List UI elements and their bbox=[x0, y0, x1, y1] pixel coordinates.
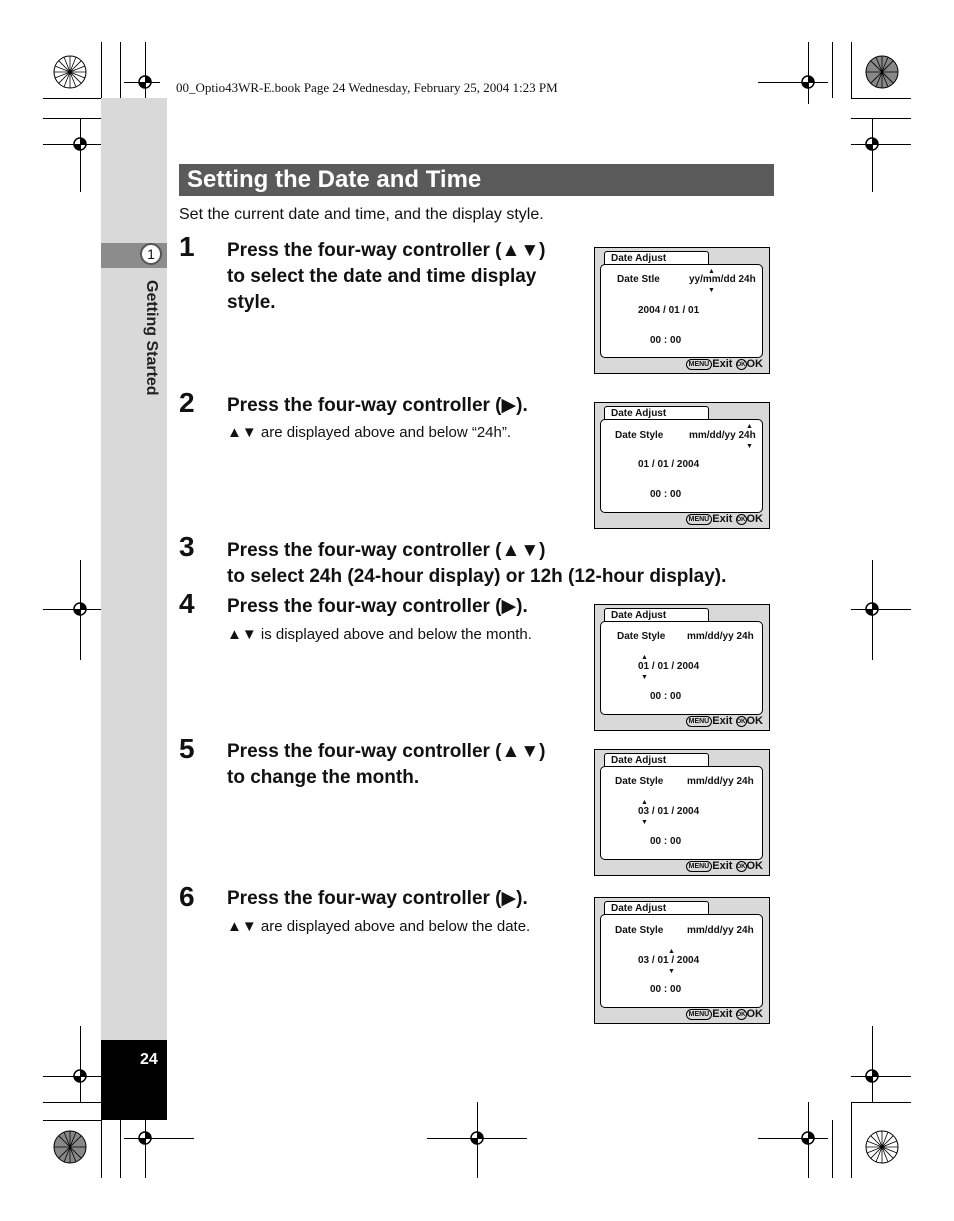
lcd-footer: MENU Exit OKOK bbox=[686, 513, 763, 525]
step-title: Press the four-way controller (▶). bbox=[227, 395, 528, 416]
step-title: Press the four-way controller (▶). bbox=[227, 596, 528, 617]
lcd-tab: Date Adjust bbox=[604, 901, 709, 915]
ok-button-icon: OK bbox=[736, 514, 747, 525]
menu-button-icon: MENU bbox=[686, 359, 713, 370]
lcd-style-label: Date Style bbox=[615, 430, 664, 441]
lcd-style-value: yy/mm/dd 24h bbox=[689, 274, 756, 285]
camera-lcd-screen bbox=[594, 402, 770, 529]
up-arrow-icon: ▲ bbox=[641, 654, 648, 661]
print-header: 00_Optio43WR-E.book Page 24 Wednesday, February 25, 2004 1:23 PM bbox=[176, 80, 558, 95]
step-number: 2 bbox=[179, 387, 195, 418]
step-description: ▲▼ are displayed above and below “24h”. bbox=[227, 424, 512, 441]
lcd-tab: Date Adjust bbox=[604, 608, 709, 622]
lcd-date: 01 / 01 / 2004 bbox=[638, 459, 700, 470]
section-intro: Set the current date and time, and the display style. bbox=[179, 206, 544, 223]
camera-lcd-screen bbox=[594, 749, 770, 876]
step-title: Press the four-way controller (▲▼) to change the month. bbox=[227, 741, 546, 788]
lcd-date: 03 / 01 / 2004 bbox=[638, 955, 700, 966]
lcd-footer: MENU Exit OKOK bbox=[686, 715, 763, 727]
chapter-number: 1 bbox=[140, 243, 162, 265]
step-number: 4 bbox=[179, 588, 195, 619]
lcd-style-label: Date Style bbox=[615, 776, 664, 787]
page-number: 24 bbox=[140, 1051, 158, 1068]
lcd-style-value: mm/dd/yy 24h bbox=[689, 430, 756, 441]
down-arrow-icon: ▼ bbox=[641, 819, 648, 826]
up-arrow-icon: ▲ bbox=[708, 268, 715, 275]
ok-button-icon: OK bbox=[736, 861, 747, 872]
lcd-tab: Date Adjust bbox=[604, 406, 709, 420]
lcd-time: 00 : 00 bbox=[650, 836, 682, 847]
lcd-time: 00 : 00 bbox=[650, 691, 682, 702]
lcd-time: 00 : 00 bbox=[650, 984, 682, 995]
sidebar-strip bbox=[101, 98, 167, 1040]
step-title: Press the four-way controller (▶). bbox=[227, 888, 528, 909]
lcd-style-value: mm/dd/yy 24h bbox=[687, 631, 754, 642]
menu-button-icon: MENU bbox=[686, 514, 713, 525]
up-arrow-icon: ▲ bbox=[668, 948, 675, 955]
menu-button-icon: MENU bbox=[686, 716, 713, 727]
step-number: 1 bbox=[179, 231, 195, 262]
step-title: Press the four-way controller (▲▼) to select 24h (24-hour display) or 12h (12-hour display). bbox=[227, 540, 727, 587]
down-arrow-icon: ▼ bbox=[708, 287, 715, 294]
lcd-footer: MENU Exit OKOK bbox=[686, 358, 763, 370]
lcd-date: 01 / 01 / 2004 bbox=[638, 661, 700, 672]
color-rosette-icon bbox=[53, 55, 87, 89]
chapter-label: Getting Started bbox=[143, 280, 160, 396]
lcd-style-value: mm/dd/yy 24h bbox=[687, 925, 754, 936]
lcd-date: 2004 / 01 / 01 bbox=[638, 305, 700, 316]
lcd-time: 00 : 00 bbox=[650, 489, 682, 500]
camera-lcd-screen bbox=[594, 247, 770, 374]
step-number: 6 bbox=[179, 881, 195, 912]
step-number: 3 bbox=[179, 531, 195, 562]
color-rosette-icon bbox=[53, 1130, 87, 1164]
step-description: ▲▼ are displayed above and below the date. bbox=[227, 918, 531, 935]
color-rosette-icon bbox=[865, 1130, 899, 1164]
lcd-style-value: mm/dd/yy 24h bbox=[687, 776, 754, 787]
lcd-tab: Date Adjust bbox=[604, 753, 709, 767]
down-arrow-icon: ▼ bbox=[668, 968, 675, 975]
down-arrow-icon: ▼ bbox=[641, 674, 648, 681]
lcd-style-label: Date Stle bbox=[617, 274, 660, 285]
lcd-date: 03 / 01 / 2004 bbox=[638, 806, 700, 817]
lcd-style-label: Date Style bbox=[615, 925, 664, 936]
up-arrow-icon: ▲ bbox=[641, 799, 648, 806]
color-rosette-icon bbox=[865, 55, 899, 89]
step-number: 5 bbox=[179, 733, 195, 764]
step-title: Press the four-way controller (▲▼) to select the date and time display style. bbox=[227, 240, 546, 313]
lcd-time: 00 : 00 bbox=[650, 335, 682, 346]
menu-button-icon: MENU bbox=[686, 1009, 713, 1020]
lcd-footer: MENU Exit OKOK bbox=[686, 860, 763, 872]
lcd-tab: Date Adjust bbox=[604, 251, 709, 265]
lcd-style-label: Date Style bbox=[617, 631, 666, 642]
up-arrow-icon: ▲ bbox=[746, 423, 753, 430]
ok-button-icon: OK bbox=[736, 1009, 747, 1020]
menu-button-icon: MENU bbox=[686, 861, 713, 872]
camera-lcd-screen bbox=[594, 604, 770, 731]
ok-button-icon: OK bbox=[736, 359, 747, 370]
ok-button-icon: OK bbox=[736, 716, 747, 727]
lcd-footer: MENU Exit OKOK bbox=[686, 1008, 763, 1020]
camera-lcd-screen bbox=[594, 897, 770, 1024]
down-arrow-icon: ▼ bbox=[746, 443, 753, 450]
section-title: Setting the Date and Time bbox=[187, 166, 482, 193]
step-description: ▲▼ is displayed above and below the month. bbox=[227, 626, 532, 643]
